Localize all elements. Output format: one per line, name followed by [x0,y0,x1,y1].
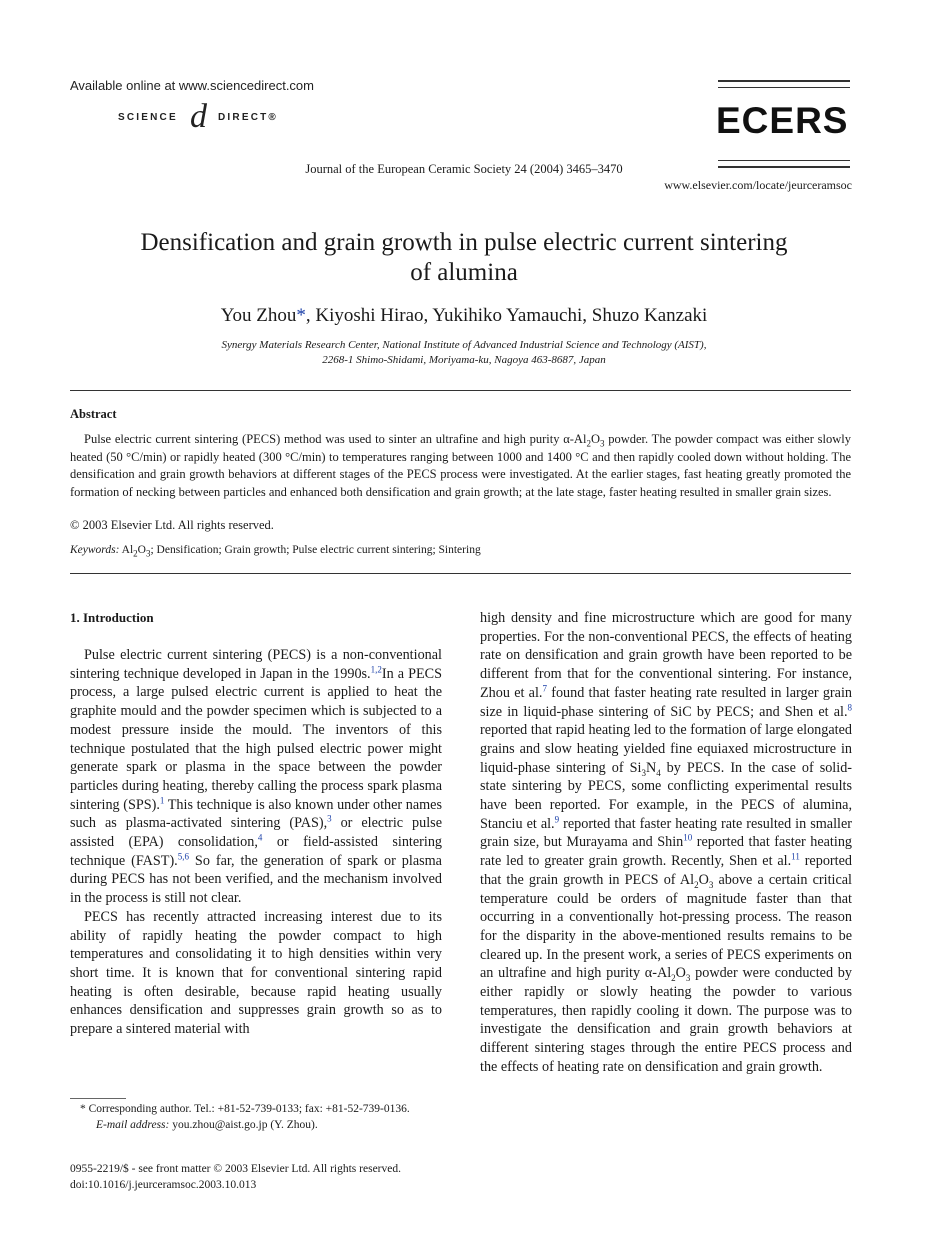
logo-rule-1 [718,80,850,82]
footnote-rule [70,1098,126,1099]
author-first: You Zhou [220,305,297,326]
email-label: E-mail address: [96,1118,170,1131]
journal-citation: Journal of the European Ceramic Society 24 (2004) 3465–3470 [305,162,623,176]
keywords-label: Keywords: [70,544,120,556]
keywords-text-b: O [137,544,146,556]
reference-link[interactable]: 10 [683,832,693,843]
r-text-9: powder were conducted by either rapidly or slowly heating the powder to various temperatures, then rapidly cooling it down. The purpose was to investigate the densification and grain growth behaviors at different sintering stages through the entire PECS process and the effects of heating rate on densification and grain growth. [480,965,852,1075]
r-text-al-o: O [698,871,709,888]
abstract-body [70,431,851,501]
sd-logo-at: d [190,98,207,135]
r-text-7: reported that the grain growth in PECS of Al [480,853,852,888]
authors-rest: , Kiyoshi Hirao, Yukihiko Yamauchi, Shuzo Kanzaki [305,305,708,326]
keywords-text-c: ; Densification; Grain growth; Pulse electric current sintering; Sintering [150,544,481,556]
p1-text-d: or electric pulse assisted (EPA) consolidation, [70,815,442,851]
p1-text-a: Pulse electric current sintering (PECS) is a non-conventional sintering technique developed in Japan in the 1990s. [70,647,442,682]
subscript: 2 [671,973,676,984]
r-text-4: by PECS. In the case of solid-state sintering by PECS, some conflicting experimental results have been reported. For example, in the PECS of alumina, Stanciu et al. [480,759,853,832]
r-text-6: reported that faster heating rate led to greater grain growth. Recently, Shen et al. [480,834,853,870]
subscript: 3 [685,973,691,984]
corresponding-star-link[interactable]: * [296,305,306,326]
intro-paragraph-1 [70,646,442,908]
subscript: 3 [599,438,605,449]
r-text-si-n: N [645,759,657,776]
affiliation-line-2: 2268-1 Shimo-Shidami, Moriyama-ku, Nagoya 463-8687, Japan [322,354,606,366]
subscript: 4 [656,767,661,778]
footnote-email [70,1118,446,1134]
intro-paragraph-2-continued [480,609,852,1077]
divider-bottom [70,573,851,574]
p1-text-f: So far, the generation of spark or plasma during PECS has not been verified, and the mechanism involved in the process is still not clear. [70,852,442,907]
title-line-2: of alumina [410,259,518,286]
issn-line: 0955-2219/$ - see front matter © 2003 Elsevier Ltd. All rights reserved. [70,1163,401,1175]
r-text-8: above a certain critical temperature could be orders of magnitude faster than that occurring in a conventionally hot-pressing process. The reason for the disparity in the above-mentioned results remains to be cleared up. In the present work, a series of PECS experiments on an ultrafine and high purity α-Al [480,871,852,982]
logo-rule-2 [718,87,850,88]
sd-logo-left: SCIENCE [118,112,178,123]
abstract-text-b: O [590,432,600,446]
reference-link[interactable]: 5,6 [177,851,189,861]
reference-link[interactable]: 1 [159,794,165,805]
affiliation [0,338,928,368]
subscript: 3 [641,767,646,778]
affiliation-line-1: Synergy Materials Research Center, National Institute of Advanced Industrial Science and Technology (AIST), [221,339,707,351]
reference-link[interactable]: 7 [542,683,547,694]
title-line-1: Densification and grain growth in pulse electric current sintering [140,229,788,256]
section-heading-introduction: 1. Introduction [70,610,154,625]
p1-text-b: In a PECS process, a large pulsed electric current is applied to heat the graphite mould and the powder specimen which is subjected to a modest pressure inside the mould. The inventors of this technique postulated that the high pulsed electric power might generate spark or plasma in the space between the powder particles during heating, thereby calling the process spark plasma sintering (SPS). [70,665,442,813]
p1-text-c: This technique is also known under other names such as plasma-activated sintering (PAS), [70,796,442,832]
doi-line[interactable]: doi:10.1016/j.jeurceramsoc.2003.10.013 [70,1178,257,1191]
keywords [70,544,481,559]
authors [0,305,928,327]
issn-doi [70,1162,401,1193]
journal-url[interactable]: www.elsevier.com/locate/jeurceramsoc [664,178,852,192]
article-title [60,228,868,288]
sciencedirect-logo [118,98,293,136]
ecers-logo [716,101,852,141]
subscript: 2 [694,879,699,890]
p1-text-e: or field-assisted sintering technique (FAST). [70,834,443,869]
r-text-2: found that faster heating rate resulted in larger grain size in liquid-phase sintering of SiC by PECS; and Shen et al. [480,684,852,720]
reference-link[interactable]: 8 [847,701,852,712]
keywords-text-a: Al [119,544,134,556]
abstract-text-a: Pulse electric current sintering (PECS) method was used to sinter an ultrafine and high purity α-Al [84,432,587,446]
subscript: 2 [586,438,591,449]
reference-link[interactable]: 9 [554,814,560,824]
r-text-1: high density and fine microstructure which are good for many properties. For the non-conventional PECS, the effects of heating rate on densification and grain growth have been reported to be different from that for the conventional sintering. For instance, Zhou et al. [480,610,852,701]
footnote-corresponding: * Corresponding author. Tel.: +81-52-739-0133; fax: +81-52-739-0136. [80,1103,410,1115]
sd-logo-right: DIRECT® [218,112,278,123]
intro-paragraph-2: PECS has recently attracted increasing interest due to its ability of rapidly heating the powder compact to high temperatures and consolidating it to high densities within very short time. It is known that for conventional sintering rapid heating is often desirable, because rapid heating usually enhances densification and suppresses grain growth so as to prepare a sintered material with [70,908,442,1038]
subscript: 2 [133,548,138,559]
right-column [480,609,852,1077]
ecers-logo-text: ECERS [716,100,849,141]
abstract-heading: Abstract [70,407,117,421]
reference-link[interactable]: 3 [327,813,332,824]
divider-top [70,390,851,391]
footnote [70,1102,446,1133]
subscript: 3 [708,879,714,890]
email-value[interactable]: you.zhou@aist.go.jp (Y. Zhou). [169,1118,318,1131]
logo-rule-3 [718,160,850,161]
abstract-copyright: © 2003 Elsevier Ltd. All rights reserved. [70,518,274,532]
available-online-text: Available online at www.sciencedirect.com [70,78,314,93]
reference-link[interactable]: 11 [791,851,800,862]
r-text-5: reported that faster heating rate resulted in smaller grain size, but Murayama and Shin [480,815,852,851]
r-text-3: reported that rapid heating led to the formation of large elongated grains and slow heating yielded fine equiaxed microstructure in liquid-phase sintering of Si [480,722,852,776]
reference-link[interactable]: 1,2 [370,663,382,674]
left-column [70,646,442,1039]
abstract-text-c: powder. The powder compact was either slowly heated (50 °C/min) or rapidly heated (300 °C/min) to temperatures ranging between 1000 and 1400 °C and then rapidly cooled down without holding. The densification and grain growth behaviors at different stages of the PECS process were investigated. At the earlier stages, fast heating greatly promoted the formation of necking between particles and enhanced both densification and grain growth; at the late stage, faster heating resulted in smaller grain sizes. [70,432,851,499]
r-text-al-o-2: O [675,965,686,982]
subscript: 3 [145,548,151,559]
reference-link[interactable]: 4 [257,832,263,843]
